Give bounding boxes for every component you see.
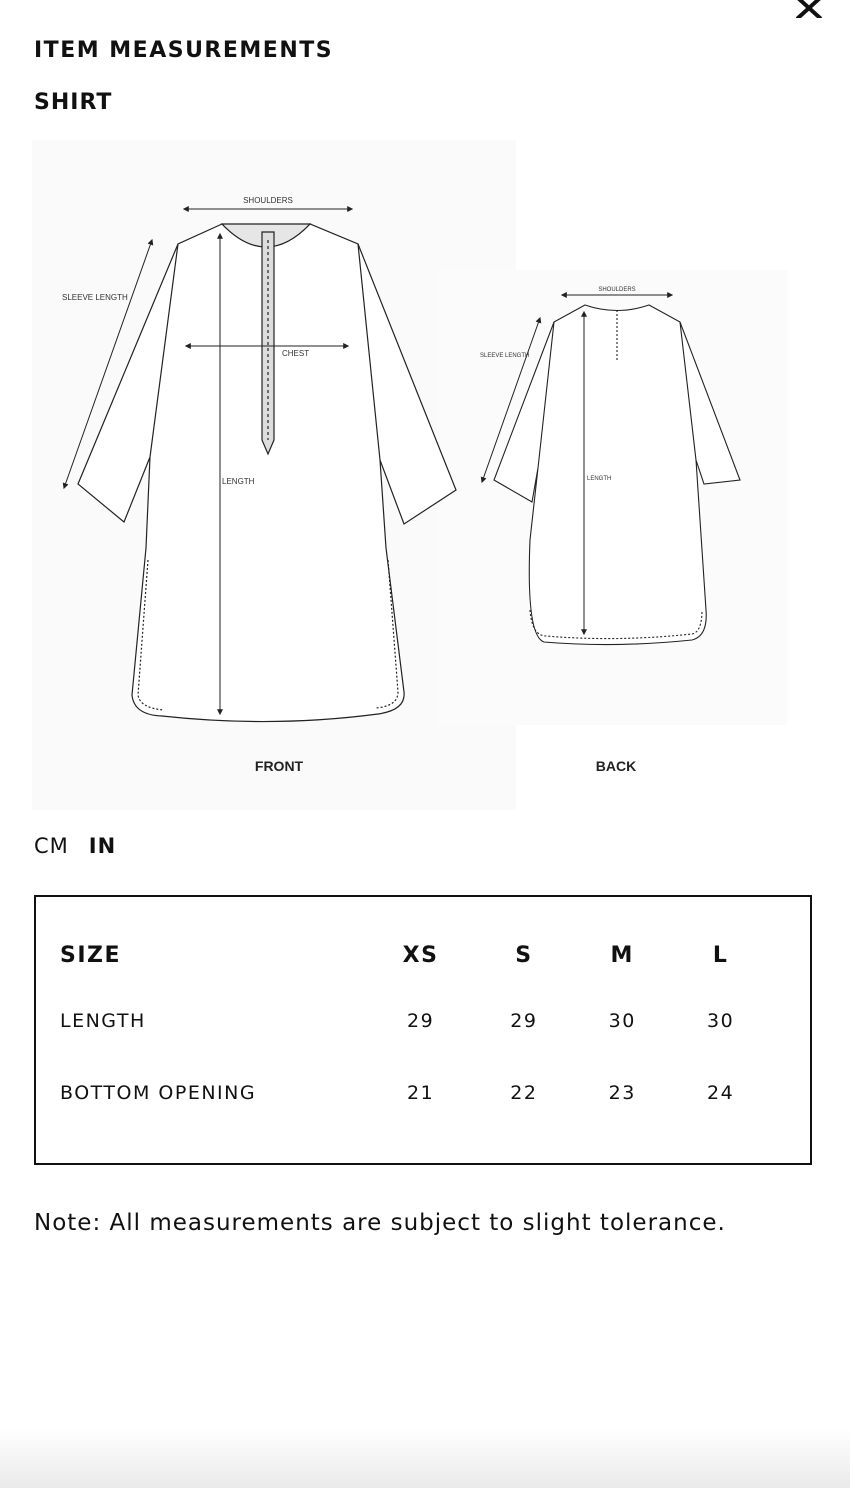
table-cell: 22 — [510, 1082, 538, 1104]
unit-toggle — [34, 834, 116, 858]
front-sleeve-length-label: SLEEVE LENGTH — [62, 293, 128, 302]
front-length-label: LENGTH — [222, 477, 255, 486]
front-caption: FRONT — [254, 758, 304, 774]
back-sleeve-length-label: SLEEVE LENGTH — [480, 353, 530, 359]
table-header-row — [60, 925, 780, 985]
bottom-shadow — [0, 1428, 850, 1488]
front-chest-label: CHEST — [282, 349, 310, 358]
back-length-label: LENGTH — [587, 476, 612, 482]
unit-in-button[interactable]: IN — [88, 834, 117, 858]
table-cell: 24 — [707, 1082, 735, 1104]
column-header-l: L — [712, 942, 729, 968]
unit-cm-button[interactable]: CM — [34, 834, 69, 858]
table-cell: 29 — [510, 1010, 538, 1032]
table-cell: 30 — [707, 1010, 735, 1032]
front-shoulders-label: SHOULDERS — [243, 196, 293, 205]
back-caption: BACK — [595, 758, 637, 774]
column-header-size: SIZE — [60, 942, 122, 968]
close-button[interactable] — [792, 0, 826, 20]
size-table-container — [34, 895, 812, 1165]
back-shoulders-label: SHOULDERS — [598, 287, 636, 293]
garment-title: SHIRT — [34, 90, 113, 115]
page-title: ITEM MEASUREMENTS — [34, 38, 334, 63]
table-cell: 30 — [608, 1010, 636, 1032]
table-row — [60, 985, 780, 1057]
measurement-diagram — [32, 140, 792, 810]
close-icon — [794, 0, 824, 18]
column-header-s: S — [515, 942, 533, 968]
row-label-bottom-opening: BOTTOM OPENING — [60, 1082, 257, 1104]
size-table — [60, 925, 780, 1129]
column-header-xs: XS — [402, 942, 439, 968]
table-cell: 29 — [406, 1010, 435, 1032]
tolerance-note: Note: All measurements are subject to slight tolerance. — [34, 1210, 726, 1236]
table-cell: 21 — [406, 1082, 435, 1104]
column-header-m: M — [610, 942, 634, 968]
row-label-length: LENGTH — [60, 1010, 146, 1032]
table-row — [60, 1057, 780, 1129]
table-cell: 23 — [608, 1082, 636, 1104]
